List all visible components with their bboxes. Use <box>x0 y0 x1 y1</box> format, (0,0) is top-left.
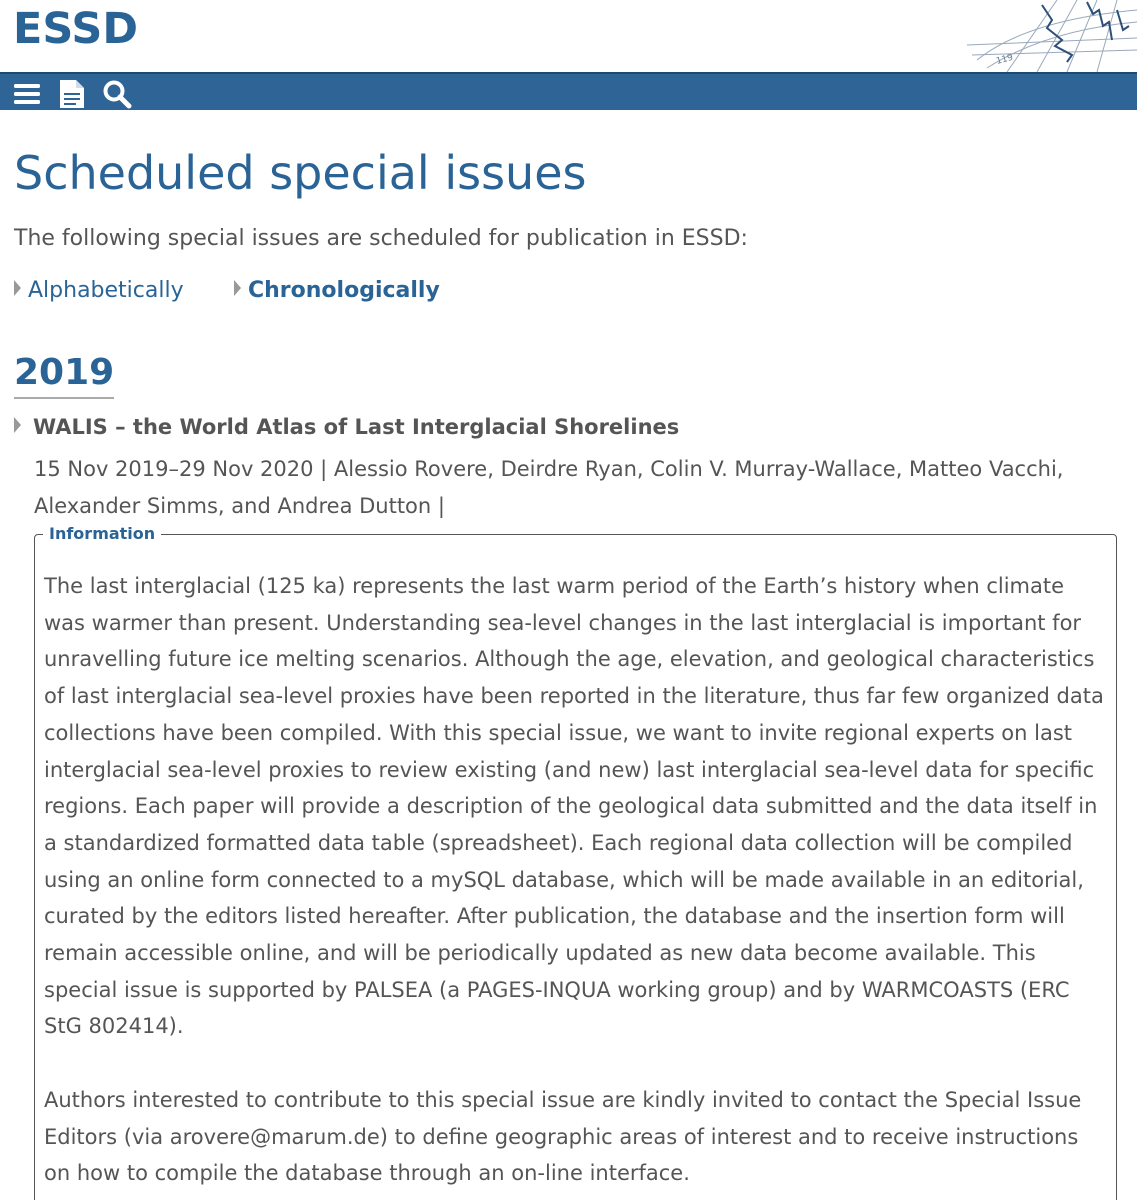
document-icon[interactable] <box>57 79 87 109</box>
special-issue-title-text: WALIS – the World Atlas of Last Interglacial Shorelines <box>33 415 680 439</box>
information-legend: Information <box>43 524 161 543</box>
information-paragraph: Authors interested to contribute to this special issue are kindly invited to contact the Special Issue Editors (via arovere@marum.de) to define geographic areas of interest and to receive instructions on how to compile the database through an on-line interface. <box>44 1087 1082 1186</box>
triangle-right-icon <box>14 280 21 296</box>
navigation-bar <box>0 72 1137 110</box>
page-title: Scheduled special issues <box>14 146 587 200</box>
sort-chronologically-label: Chronologically <box>248 278 440 303</box>
information-panel <box>34 524 1117 1200</box>
year-heading: 2019 <box>14 352 114 399</box>
header-art-label: 119 <box>995 52 1015 67</box>
journal-logo[interactable]: ESSD <box>13 4 139 54</box>
sort-alphabetically-link[interactable] <box>14 278 184 303</box>
information-paragraph: The last interglacial (125 ka) represents the last warm period of the Earth’s history when climate was warmer than present. Understanding sea-level changes in the last interglacial is important for unravelling future ice melting scenarios. Although the age, elevation, and geological characteristics of last interglacial sea-level proxies have been reported in the literature, thus far few organized data collections have been compiled. With this special issue, we want to invite regional experts on last interglacial sea-level proxies to review existing (and new) last interglacial sea-level data for specific regions. Each paper will provide a description of the geological data submitted and the data itself in a standardized formatted data table (spreadsheet). Each regional data collection will be compiled using an online form connected to a mySQL database, which will be made available in an editorial, curated by the editors listed hereafter. After publication, the database and the insertion form will remain accessible online, and will be periodically updated as new data become available. This special issue is supported by PALSEA (a PAGES-INQUA working group) and by WARMCOASTS (ERC StG 802414). <box>44 574 1104 1039</box>
special-issue-meta: 15 Nov 2019–29 Nov 2020 | Alessio Rovere, Deirdre Ryan, Colin V. Murray-Wallace, Matteo Vacchi, Alexander Simms, and Andrea Dutton | <box>34 457 1064 518</box>
site-header <box>0 0 1137 72</box>
menu-icon[interactable] <box>12 79 42 109</box>
triangle-right-icon <box>234 280 241 296</box>
sort-chronologically-link[interactable] <box>234 278 440 303</box>
information-text <box>44 568 1104 1192</box>
intro-text: The following special issues are scheduled for publication in ESSD: <box>14 226 748 251</box>
special-issue-title[interactable] <box>14 415 679 439</box>
sort-alphabetically-label: Alphabetically <box>28 278 184 303</box>
search-icon[interactable] <box>102 79 132 109</box>
expand-triangle-icon <box>14 417 21 433</box>
header-decoration-image <box>947 0 1137 72</box>
